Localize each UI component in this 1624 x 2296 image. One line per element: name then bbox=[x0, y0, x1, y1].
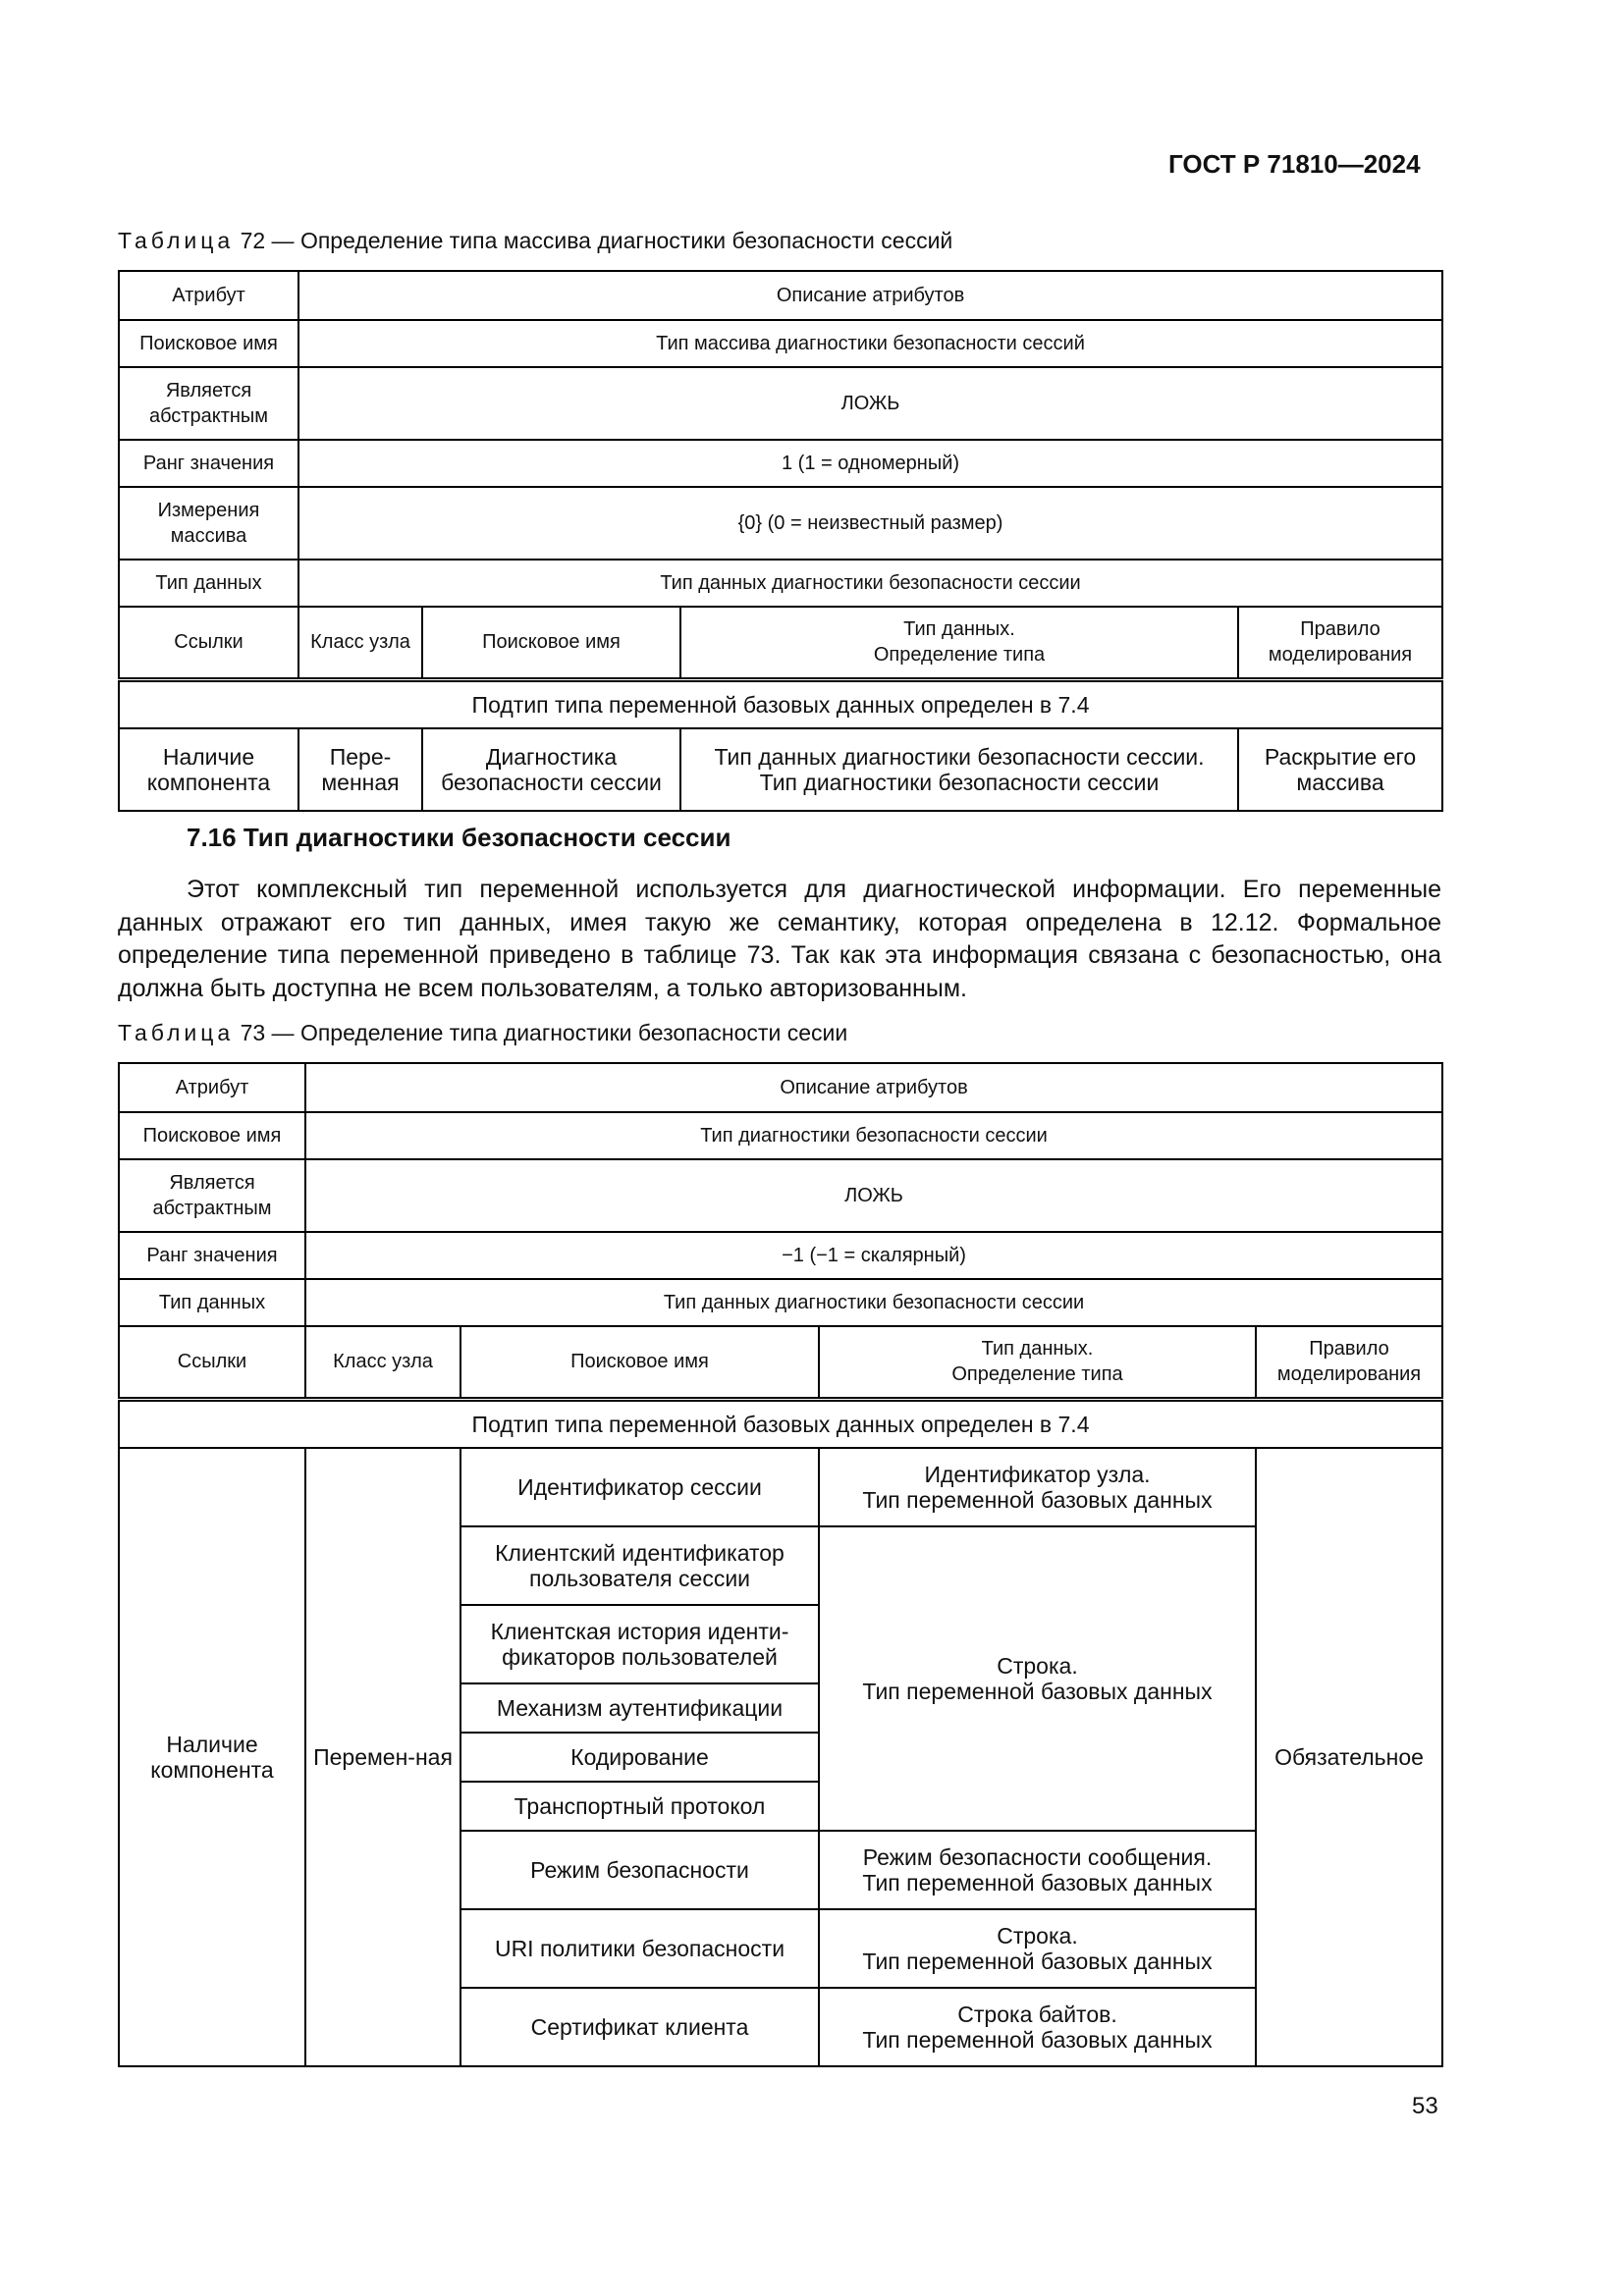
refs-datatype bbox=[819, 1326, 1256, 1399]
component-datatype bbox=[680, 728, 1238, 811]
table-row bbox=[119, 607, 1442, 679]
table-row bbox=[119, 320, 1442, 367]
row-label: Является абстрактным bbox=[119, 1159, 305, 1232]
table-row bbox=[119, 1399, 1442, 1448]
row-label: Поисковое имя bbox=[119, 1112, 305, 1159]
shared-type bbox=[819, 1526, 1256, 1831]
refs-node-class: Класс узла bbox=[305, 1326, 460, 1399]
table-73-caption-text: 73 — Определение типа диагностики безопасности сесии bbox=[234, 1020, 848, 1045]
row-value: ЛОЖЬ bbox=[298, 367, 1442, 440]
document-id: ГОСТ Р 71810—2024 bbox=[1168, 149, 1421, 179]
component-browse-name: Диагностика безопасности сессии bbox=[422, 728, 680, 811]
refs-datatype-line1: Тип данных. bbox=[903, 618, 1015, 641]
row-label: Поисковое имя bbox=[119, 320, 298, 367]
row-value: 1 (1 = одномерный) bbox=[298, 440, 1442, 487]
table-73-caption-word: Таблица bbox=[118, 1020, 235, 1045]
row-value: −1 (−1 = скалярный) bbox=[305, 1232, 1442, 1279]
component-type bbox=[819, 1909, 1256, 1988]
component-type-line1: Режим безопасности сообщения. bbox=[862, 1844, 1213, 1870]
component-type-line2: Тип переменной базовых данных bbox=[862, 2027, 1213, 2053]
refs-browse-name: Поисковое имя bbox=[460, 1326, 819, 1399]
refs-datatype-line1: Тип данных. bbox=[981, 1338, 1094, 1361]
refs-datatype-line2: Определение типа bbox=[951, 1363, 1123, 1386]
row-value: Тип диагностики безопасности сессии bbox=[305, 1112, 1442, 1159]
table-row bbox=[119, 1448, 1442, 1526]
table-72-caption bbox=[118, 226, 952, 255]
component-type-line2: Тип переменной базовых данных bbox=[862, 1487, 1213, 1513]
refs-datatype bbox=[680, 607, 1238, 679]
component-name: Клиентский идентификатор пользователя сессии bbox=[460, 1526, 819, 1605]
component-label: Наличие компонента bbox=[119, 728, 298, 811]
table-row bbox=[119, 1279, 1442, 1326]
row-value: Тип данных диагностики безопасности сессии bbox=[298, 560, 1442, 607]
component-name: Кодирование bbox=[460, 1733, 819, 1782]
table-73-caption bbox=[118, 1018, 847, 1047]
component-name: Сертификат клиента bbox=[460, 1988, 819, 2066]
row-value: {0} (0 = неизвестный размер) bbox=[298, 487, 1442, 560]
component-name: URI политики безопасности bbox=[460, 1909, 819, 1988]
component-name: Режим безопасности bbox=[460, 1831, 819, 1909]
component-type-line2: Тип переменной базовых данных bbox=[862, 1949, 1213, 1974]
desc-header: Описание атрибутов bbox=[305, 1063, 1442, 1112]
component-node-class: Пере-менная bbox=[298, 728, 422, 811]
row-label: Ранг значения bbox=[119, 440, 298, 487]
component-datatype-line2: Тип диагностики безопасности сессии bbox=[759, 770, 1160, 795]
component-type bbox=[819, 1831, 1256, 1909]
table-row bbox=[119, 1112, 1442, 1159]
component-type-line1: Строка байтов. bbox=[957, 2002, 1117, 2027]
table-row bbox=[119, 1232, 1442, 1279]
refs-modelling-rule: Правило моделирования bbox=[1238, 607, 1442, 679]
shared-type-line2: Тип переменной базовых данных bbox=[862, 1679, 1213, 1704]
shared-type-line1: Строка. bbox=[997, 1653, 1078, 1679]
refs-modelling-rule: Правило моделирования bbox=[1256, 1326, 1442, 1399]
page-number: 53 bbox=[1412, 2093, 1438, 2119]
subtype-note: Подтип типа переменной базовых данных определен в 7.4 bbox=[119, 679, 1442, 728]
component-type-line1: Идентификатор узла. bbox=[924, 1462, 1151, 1487]
row-value: Тип массива диагностики безопасности сессий bbox=[298, 320, 1442, 367]
row-label: Измерения массива bbox=[119, 487, 298, 560]
table-row bbox=[119, 1326, 1442, 1399]
refs-browse-name: Поисковое имя bbox=[422, 607, 680, 679]
table-row bbox=[119, 440, 1442, 487]
component-modelling-rule: Обязательное bbox=[1256, 1448, 1442, 2066]
section-paragraph: Этот комплексный тип переменной используется для диагностической информации. Его переменные данных отражают его тип данных, имея такую же семантику, которая определена в 12.12. Формальное определение типа переменной приведено в таблице 73. Так как эта информация связана с безопасностью, она должна быть доступна не всем пользователям, а только авторизованным. bbox=[118, 876, 1441, 1002]
row-value: Тип данных диагностики безопасности сессии bbox=[305, 1279, 1442, 1326]
component-datatype-line1: Тип данных диагностики безопасности сессии. bbox=[714, 744, 1205, 770]
desc-header: Описание атрибутов bbox=[298, 271, 1442, 320]
component-node-class: Перемен-ная bbox=[305, 1448, 460, 2066]
table-72-caption-word: Таблица bbox=[118, 228, 235, 253]
table-row bbox=[119, 679, 1442, 728]
row-value: ЛОЖЬ bbox=[305, 1159, 1442, 1232]
component-modelling-rule: Раскрытие его массива bbox=[1238, 728, 1442, 811]
table-row bbox=[119, 367, 1442, 440]
table-row bbox=[119, 728, 1442, 811]
attr-header: Атрибут bbox=[119, 1063, 305, 1112]
attr-header: Атрибут bbox=[119, 271, 298, 320]
table-72 bbox=[118, 270, 1443, 812]
component-name: Клиентская история иденти-фикаторов пользователей bbox=[460, 1605, 819, 1683]
component-name: Механизм аутентификации bbox=[460, 1683, 819, 1733]
refs-label: Ссылки bbox=[119, 607, 298, 679]
table-row bbox=[119, 1159, 1442, 1232]
table-72-caption-text: 72 — Определение типа массива диагностики безопасности сессий bbox=[234, 228, 953, 253]
table-row bbox=[119, 560, 1442, 607]
subtype-note: Подтип типа переменной базовых данных определен в 7.4 bbox=[119, 1399, 1442, 1448]
table-row bbox=[119, 271, 1442, 320]
refs-datatype-line2: Определение типа bbox=[873, 644, 1046, 667]
component-name: Идентификатор сессии bbox=[460, 1448, 819, 1526]
component-type-line2: Тип переменной базовых данных bbox=[862, 1870, 1213, 1896]
table-row bbox=[119, 487, 1442, 560]
refs-node-class: Класс узла bbox=[298, 607, 422, 679]
refs-label: Ссылки bbox=[119, 1326, 305, 1399]
row-label: Ранг значения bbox=[119, 1232, 305, 1279]
row-label: Тип данных bbox=[119, 1279, 305, 1326]
component-type-line1: Строка. bbox=[997, 1923, 1078, 1949]
component-type bbox=[819, 1988, 1256, 2066]
table-73 bbox=[118, 1062, 1443, 2067]
component-label: Наличие компонента bbox=[119, 1448, 305, 2066]
row-label: Тип данных bbox=[119, 560, 298, 607]
section-heading: 7.16 Тип диагностики безопасности сессии bbox=[187, 823, 731, 852]
row-label: Является абстрактным bbox=[119, 367, 298, 440]
component-name: Транспортный протокол bbox=[460, 1782, 819, 1831]
table-row bbox=[119, 1063, 1442, 1112]
component-type bbox=[819, 1448, 1256, 1526]
